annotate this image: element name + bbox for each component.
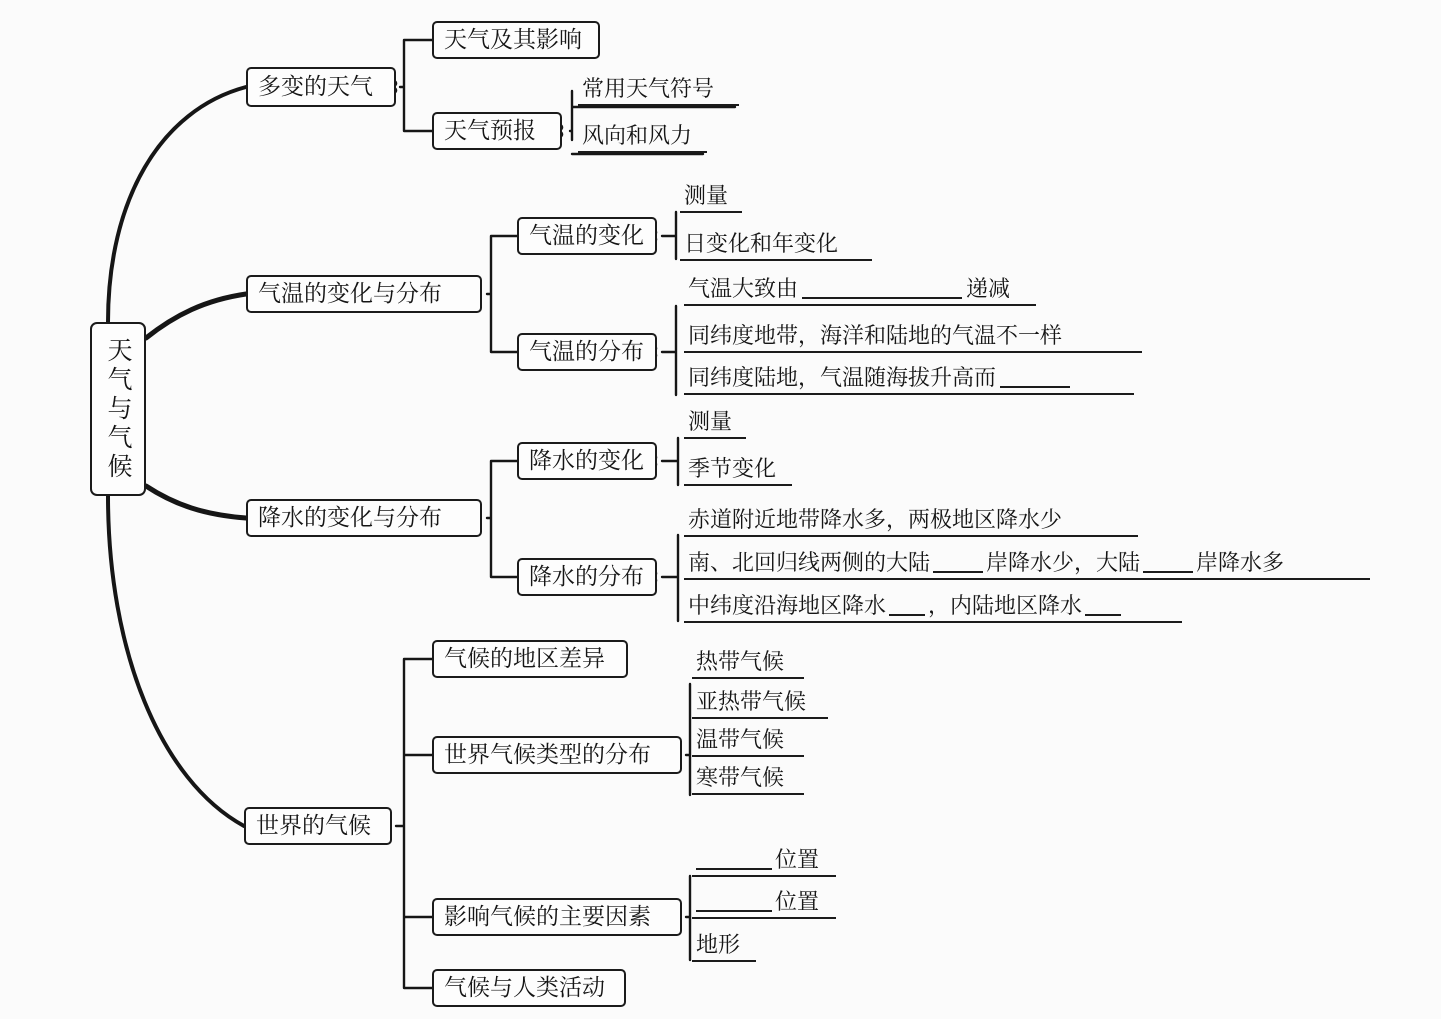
fill-blank[interactable] (1000, 385, 1070, 388)
leaf-wind-direction-force: 风向和风力 (578, 126, 707, 153)
root-label: 天气与气候 (104, 336, 133, 482)
node-label: 气温的分布 (529, 338, 644, 365)
node-label: 天气预报 (444, 117, 536, 144)
node-label: 降水的变化与分布 (258, 504, 442, 531)
fill-blank[interactable] (933, 570, 983, 573)
leaf-subtropical: 亚热带气候 (692, 692, 828, 719)
leaf-precip-seasonal: 季节变化 (684, 459, 792, 486)
node-label: 天气及其影响 (444, 26, 582, 53)
node-label: 气温的变化 (529, 222, 644, 249)
node-temperature-distribution (517, 333, 657, 371)
node-regional-difference (432, 640, 628, 678)
leaf-temp-gradient: 气温大致由 递减 (684, 279, 1036, 306)
fill-blank[interactable] (889, 613, 925, 616)
leaf-precip-midlatitude: 中纬度沿海地区降水 ，内陆地区降水 (684, 596, 1182, 623)
node-weather-effects (432, 21, 600, 59)
leaf-frigid: 寒带气候 (692, 768, 804, 795)
leaf-weather-symbols: 常用天气符号 (578, 79, 739, 106)
leaf-temp-measure: 测量 (680, 186, 742, 213)
leaf-position-1: 位置 (692, 850, 836, 877)
node-changeable-weather (246, 67, 396, 107)
leaf-terrain: 地形 (692, 935, 756, 962)
node-label: 多变的天气 (258, 73, 373, 100)
node-precipitation-change (517, 442, 657, 480)
fill-blank[interactable] (696, 909, 772, 912)
leaf-tropical: 热带气候 (692, 652, 804, 679)
node-label: 影响气候的主要因素 (444, 903, 651, 930)
fill-blank[interactable] (696, 867, 772, 870)
fill-blank[interactable] (1085, 613, 1121, 616)
leaf-precip-equator-poles: 赤道附近地带降水多，两极地区降水少 (684, 510, 1138, 537)
node-climate-factors (432, 898, 682, 936)
leaf-temp-land-sea: 同纬度地带，海洋和陆地的气温不一样 (684, 326, 1142, 353)
node-world-climate (244, 807, 392, 845)
node-precipitation (246, 499, 482, 537)
node-label: 世界气候类型的分布 (444, 741, 651, 768)
root-node (90, 322, 146, 496)
node-weather-forecast (432, 112, 562, 150)
node-precipitation-distribution (517, 558, 657, 596)
leaf-temperate: 温带气候 (692, 730, 804, 757)
node-temperature-change (517, 217, 657, 255)
leaf-position-2: 位置 (692, 892, 836, 919)
fill-blank[interactable] (802, 296, 962, 299)
node-label: 世界的气候 (256, 812, 371, 839)
node-climate-human (432, 969, 626, 1007)
node-label: 降水的分布 (529, 563, 644, 590)
fill-blank[interactable] (1143, 570, 1193, 573)
node-label: 降水的变化 (529, 447, 644, 474)
node-label: 气候与人类活动 (444, 974, 605, 1001)
node-label: 气温的变化与分布 (258, 280, 442, 307)
leaf-temp-daily-annual: 日变化和年变化 (680, 234, 872, 261)
leaf-precip-measure: 测量 (684, 412, 746, 439)
node-temperature (246, 275, 482, 313)
leaf-temp-altitude: 同纬度陆地，气温随海拔升高而 (684, 368, 1134, 395)
node-label: 气候的地区差异 (444, 645, 605, 672)
leaf-precip-tropics: 南、北回归线两侧的大陆 岸降水少，大陆 岸降水多 (684, 553, 1370, 580)
node-climate-types (432, 736, 682, 774)
